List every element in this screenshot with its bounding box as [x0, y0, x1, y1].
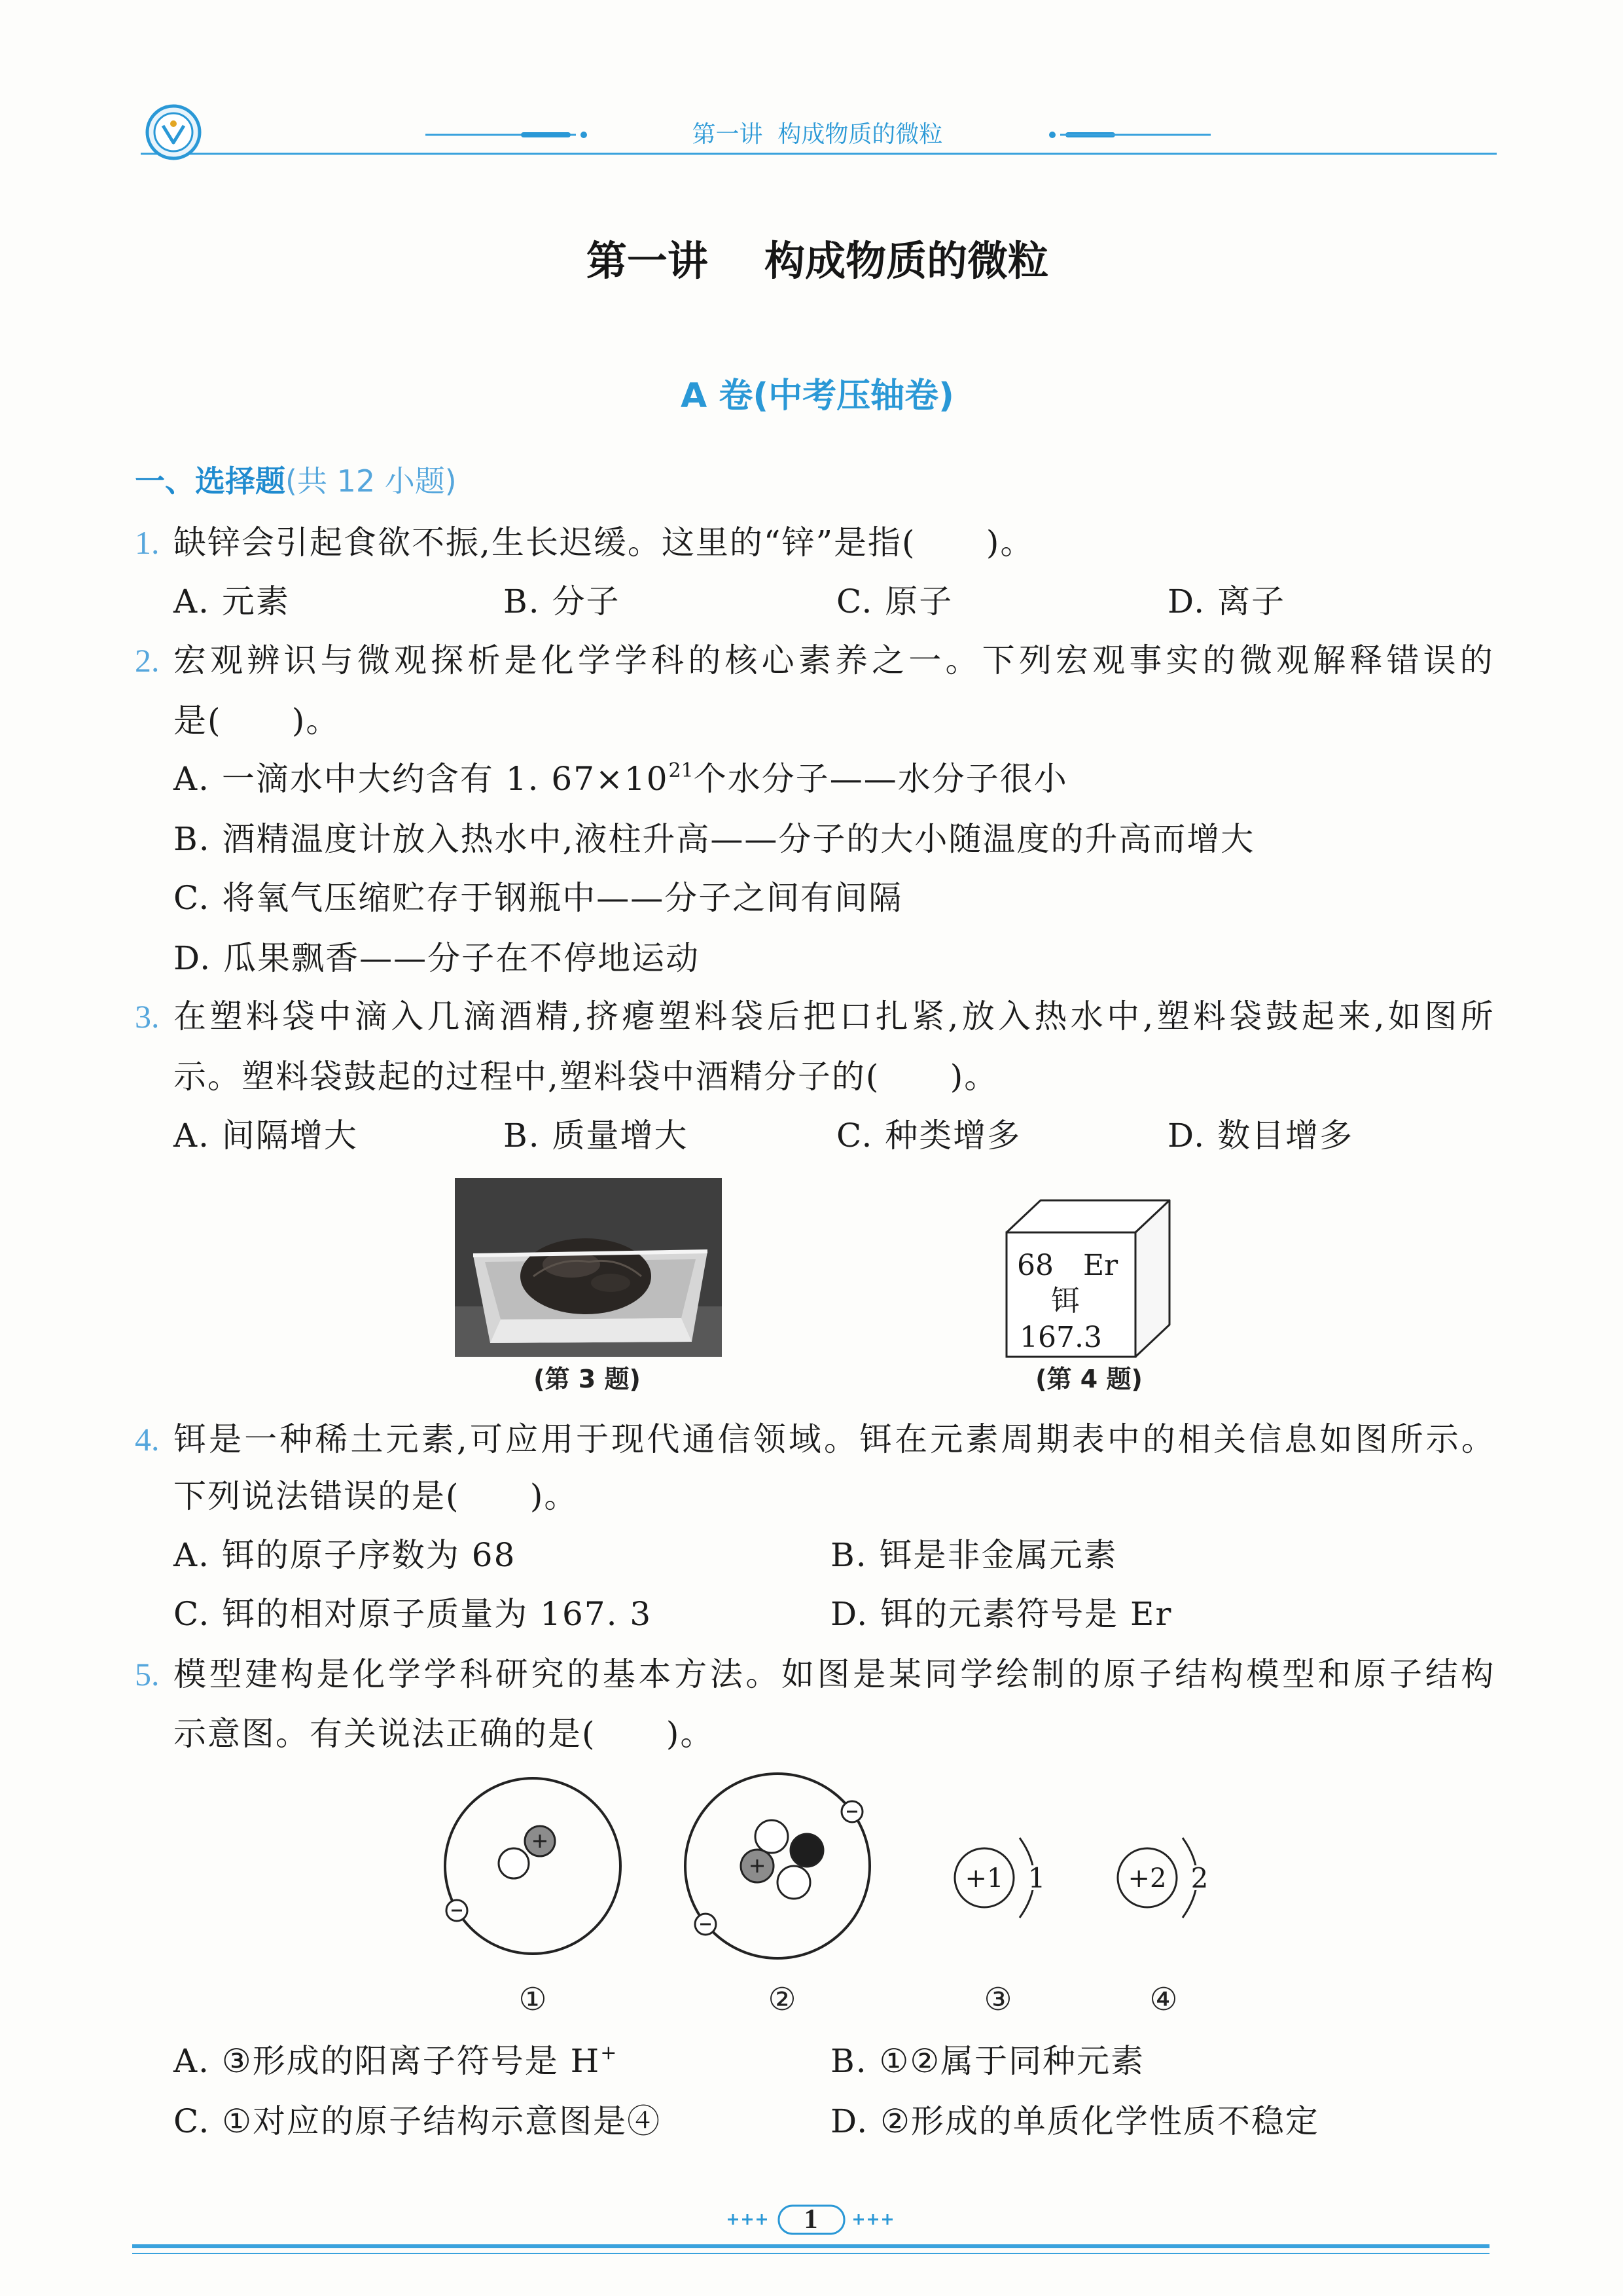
shell-electron-count: 2	[1190, 1862, 1209, 1894]
question-4-stem-line-2: 下列说法错误的是( )。	[173, 1477, 579, 1515]
q4-option-b: B. 铒是非金属元素	[830, 1536, 1118, 1574]
section-note: (共 12 小题)	[285, 463, 457, 499]
q4-figure-caption: (第 4 题)	[1035, 1365, 1143, 1393]
element-atomic-number: 68	[1017, 1249, 1054, 1282]
neutron	[755, 1820, 788, 1853]
q5-option-c: C. ①对应的原子结构示意图是④	[173, 2102, 662, 2140]
electron	[446, 1900, 467, 1921]
q2-option-b: B. 酒精温度计放入热水中,液柱升高——分子的大小随温度的升高而增大	[173, 820, 1255, 858]
footer-page-number: 1	[804, 2204, 818, 2234]
question-2-stem-line-2: 是( )。	[173, 702, 340, 740]
proton	[525, 1826, 555, 1856]
paper-label: A 卷(中考压轴卷)	[681, 376, 954, 416]
q5-option-d: D. ②形成的单质化学性质不稳定	[830, 2102, 1319, 2140]
option-text: A. ③形成的阳离子符号是 H	[173, 2042, 601, 2080]
section-heading	[135, 463, 457, 499]
q3-option-b: B. 质量增大	[503, 1117, 688, 1155]
header-ornament-left	[425, 132, 587, 138]
question-1-stem: 缺锌会引起食欲不振,生长迟缓。这里的“锌”是指( )。	[173, 524, 1035, 562]
q2-option-d: D. 瓜果飘香——分子在不停地运动	[173, 939, 700, 977]
section-title: 一、选择题	[135, 463, 285, 499]
q5-diagrams	[419, 1754, 1243, 1970]
structure-diagram-3	[955, 1838, 1045, 1918]
q3-option-d: D. 数目增多	[1168, 1117, 1354, 1155]
question-2-number: 2.	[135, 642, 160, 679]
nucleus-charge: +1	[965, 1863, 1004, 1893]
element-name: 铒	[1051, 1284, 1080, 1318]
q3-figure-photo	[455, 1178, 722, 1357]
electron	[695, 1914, 716, 1935]
q1-option-d: D. 离子	[1168, 583, 1286, 620]
atom-model-1	[445, 1778, 620, 1954]
header-running-title: 第一讲 构成物质的微粒	[692, 121, 943, 148]
q5-option-b: B. ①②属于同种元素	[830, 2042, 1145, 2080]
question-2-stem-line-1: 宏观辨识与微观探析是化学学科的核心素养之一。下列宏观事实的微观解释错误的	[173, 641, 1497, 679]
neutron	[791, 1834, 823, 1867]
question-3-stem-line-1: 在塑料袋中滴入几滴酒精,挤瘪塑料袋后把口扎紧,放入热水中,塑料袋鼓起来,如图所	[173, 997, 1497, 1035]
q1-option-c: C. 原子	[836, 583, 954, 620]
q3-option-a: A. 间隔增大	[173, 1117, 358, 1155]
question-4-stem-line-1: 铒是一种稀土元素,可应用于现代通信领域。铒在元素周期表中的相关信息如图所示。	[173, 1420, 1497, 1458]
diagram-label-1: ①	[518, 1981, 547, 2018]
electron	[842, 1801, 863, 1822]
q3-option-c: C. 种类增多	[836, 1117, 1022, 1155]
question-5-stem-line-1: 模型建构是化学学科研究的基本方法。如图是某同学绘制的原子结构模型和原子结构	[173, 1655, 1497, 1693]
q4-option-c: C. 铒的相对原子质量为 167. 3	[173, 1595, 652, 1633]
structure-diagram-4	[1118, 1838, 1209, 1918]
question-5-number: 5.	[135, 1656, 160, 1693]
footer-ornament-left	[728, 2214, 767, 2225]
header-ornament-right	[1049, 132, 1211, 138]
q2-option-a	[173, 759, 1068, 798]
nucleus-charge: +2	[1128, 1863, 1167, 1893]
charge-superscript: +	[600, 2041, 617, 2064]
page-title: 第一讲 构成物质的微粒	[586, 237, 1049, 285]
q4-element-card	[1002, 1198, 1173, 1361]
element-relative-atomic-mass: 167.3	[1020, 1321, 1102, 1354]
shell-electron-count: 1	[1027, 1862, 1046, 1894]
question-5-stem-line-2: 示意图。有关说法正确的是( )。	[173, 1715, 715, 1753]
footer-ornament-right	[853, 2214, 893, 2225]
question-1-number: 1.	[135, 524, 160, 561]
option-text-continued: 个水分子——水分子很小	[693, 760, 1068, 798]
q3-figure-caption: (第 3 题)	[533, 1365, 641, 1393]
logo	[147, 106, 200, 158]
q5-option-a	[173, 2041, 617, 2080]
diagram-label-2: ②	[768, 1981, 796, 2018]
neutron	[499, 1848, 529, 1878]
q4-option-d: D. 铒的元素符号是 Er	[830, 1595, 1173, 1633]
proton	[777, 1866, 810, 1899]
diagram-label-3: ③	[984, 1981, 1012, 2018]
question-3-stem-line-2: 示。塑料袋鼓起的过程中,塑料袋中酒精分子的( )。	[173, 1058, 999, 1096]
proton	[741, 1850, 774, 1882]
q1-option-a: A. 元素	[173, 583, 290, 620]
q4-option-a: A. 铒的原子序数为 68	[173, 1536, 516, 1574]
question-3-number: 3.	[135, 998, 160, 1035]
atom-model-2	[685, 1774, 870, 1958]
diagram-label-4: ④	[1149, 1981, 1178, 2018]
q2-option-c: C. 将氧气压缩贮存于钢瓶中——分子之间有间隔	[173, 879, 903, 917]
exponent: 21	[668, 759, 694, 782]
element-symbol: Er	[1083, 1249, 1118, 1282]
q1-option-b: B. 分子	[503, 583, 620, 620]
option-text: A. 一滴水中大约含有 1. 67×10	[173, 760, 669, 798]
question-4-number: 4.	[135, 1421, 160, 1458]
